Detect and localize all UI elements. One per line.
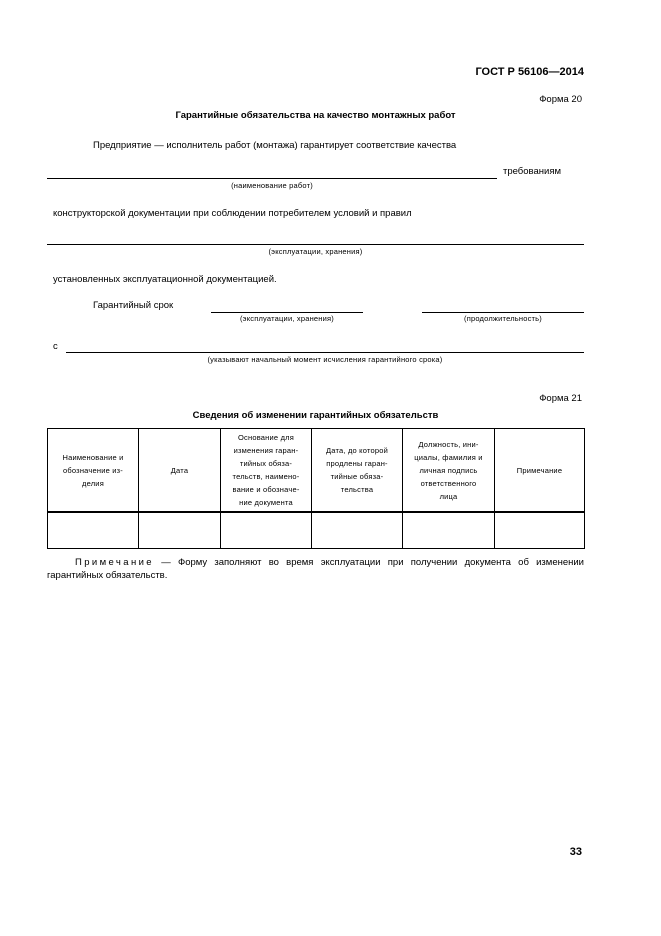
form-20-title: Гарантийные обязательства на качество монтажных работ xyxy=(175,110,456,121)
table-header-row xyxy=(48,429,585,513)
warranty-period-label: Гарантийный срок xyxy=(93,300,174,311)
note-label: Примечание xyxy=(75,557,154,568)
form-20-label: Форма 20 xyxy=(539,94,582,105)
hint-start-moment: (указывают начальный момент исчисления гарантийного срока) xyxy=(207,355,443,364)
form-20-line-3: установленных эксплуатационной документацией. xyxy=(53,274,277,285)
page-number: 33 xyxy=(569,846,582,858)
table-cell xyxy=(495,512,585,549)
column-header-extended-until: Дата, до которой продлены гаран- тийные обяза- тельства xyxy=(312,429,403,513)
start-moment-underline xyxy=(66,352,584,353)
column-header-note: Примечание xyxy=(495,429,585,513)
column-header-product: Наименование и обозначение из- делия xyxy=(48,429,139,513)
exploitation-underline xyxy=(47,244,584,245)
table-cell xyxy=(48,512,139,549)
form-21-label: Форма 21 xyxy=(539,393,582,404)
column-header-basis: Основание для изменения гаран- тийных обяза- тельств, наимено- вание и обозначе- ние документа xyxy=(221,429,312,513)
table-cell xyxy=(139,512,221,549)
warranty-changes-table xyxy=(47,428,585,549)
form-21-note xyxy=(47,556,584,582)
document-standard-code: ГОСТ Р 56106—2014 xyxy=(475,66,584,78)
table-row xyxy=(48,512,585,549)
form-20-line-1: Предприятие — исполнитель работ (монтажа) гарантирует соответствие качества xyxy=(93,140,457,151)
hint-duration: (продолжительность) xyxy=(464,314,542,323)
hint-works-name: (наименование работ) xyxy=(231,181,313,190)
works-name-underline xyxy=(47,178,497,179)
column-header-date: Дата xyxy=(139,429,221,513)
table-cell xyxy=(403,512,495,549)
column-header-responsible-person: Должность, ини- циалы, фамилия и личная подпись ответственного лица xyxy=(403,429,495,513)
duration-underline xyxy=(422,312,584,313)
table-cell xyxy=(221,512,312,549)
from-word: с xyxy=(53,341,58,352)
form-21-title: Сведения об изменении гарантийных обязательств xyxy=(192,410,439,421)
form-20-line-2: конструкторской документации при соблюдении потребителем условий и правил xyxy=(53,208,412,219)
note-text: — Форму заполняют во время эксплуатации при получении документа об изменении гарантийных обязательств. xyxy=(47,557,584,581)
hint-exploitation-storage: (эксплуатации, хранения) xyxy=(268,247,363,256)
requirements-word: требованиям xyxy=(503,166,561,177)
hint-exploitation-storage-short: (эксплуатации, хранения) xyxy=(239,314,334,323)
warranty-type-underline xyxy=(211,312,363,313)
table-cell xyxy=(312,512,403,549)
